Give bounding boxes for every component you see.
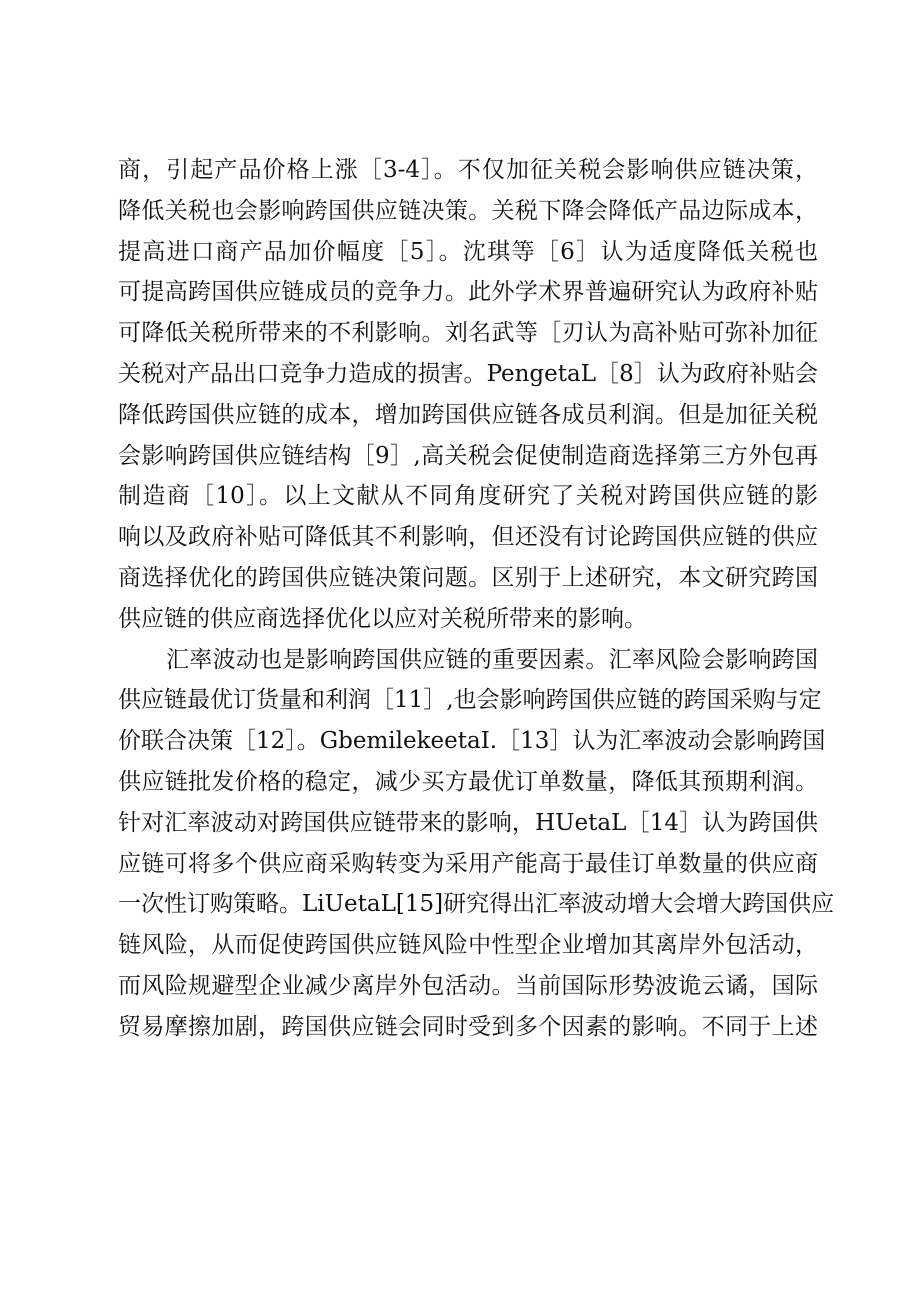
text-line: 降低关税也会影响跨国供应链决策。关税下降会降低产品边际成本， <box>118 197 818 224</box>
text-line: 供应链批发价格的稳定，减少买方最优订单数量，降低其预期利润。 <box>118 768 818 795</box>
text-line: 价联合决策［12］。GbemilekeetaI.［13］认为汇率波动会影响跨国 <box>118 728 826 755</box>
text-line: 汇率波动也是影响跨国供应链的重要因素。汇率风险会影响跨国 <box>166 646 818 673</box>
text-line: 商选择优化的跨国供应链决策问题。区别于上述研究，本文研究跨国 <box>118 564 818 591</box>
text-line: 贸易摩擦加剧，跨国供应链会同时受到多个因素的影响。不同于上述 <box>118 1013 818 1040</box>
text-line: 制造商［10］。以上文献从不同角度研究了关税对跨国供应链的影 <box>118 483 818 510</box>
text-line: 关税对产品出口竞争力造成的损害。PengetaL［8］认为政府补贴会 <box>118 360 818 387</box>
paragraph-exchange-rate <box>118 640 835 1048</box>
text-line: 可降低关税所带来的不利影响。刘名武等［刃认为高补贴可弥补加征 <box>118 320 818 347</box>
body-text <box>118 150 835 1048</box>
text-line: 一次性订购策略。LiUetaL[15]研究得出汇率波动增大会增大跨国供应 <box>118 891 835 918</box>
text-line: 供应链最优订货量和利润［11］,也会影响跨国供应链的跨国采购与定 <box>118 687 822 714</box>
text-line: 会影响跨国供应链结构［9］,高关税会促使制造商选择第三方外包再 <box>118 442 818 469</box>
text-line: 应链可将多个供应商采购转变为采用产能高于最佳订单数量的供应商 <box>118 850 818 877</box>
text-line: 提高进口商产品加价幅度［5］。沈琪等［6］认为适度降低关税也 <box>118 238 818 265</box>
text-line: 针对汇率波动对跨国供应链带来的影响，HUetaL［14］认为跨国供 <box>118 809 818 836</box>
text-line: 商，引起产品价格上涨［3-4］。不仅加征关税会影响供应链决策， <box>118 157 818 183</box>
paragraph-tariff <box>118 150 818 640</box>
text-line: 链风险，从而促使跨国供应链风险中性型企业增加其离岸外包活动， <box>118 932 818 959</box>
text-line: 可提高跨国供应链成员的竞争力。此外学术界普遍研究认为政府补贴 <box>118 279 818 306</box>
text-line: 供应链的供应商选择优化以应对关税所带来的影响。 <box>118 605 647 632</box>
text-line: 降低跨国供应链的成本，增加跨国供应链各成员利润。但是加征关税 <box>118 401 818 428</box>
text-line: 响以及政府补贴可降低其不利影响，但还没有讨论跨国供应链的供应 <box>118 524 818 551</box>
text-line: 而风险规避型企业减少离岸外包活动。当前国际形势波诡云谲，国际 <box>118 972 818 999</box>
